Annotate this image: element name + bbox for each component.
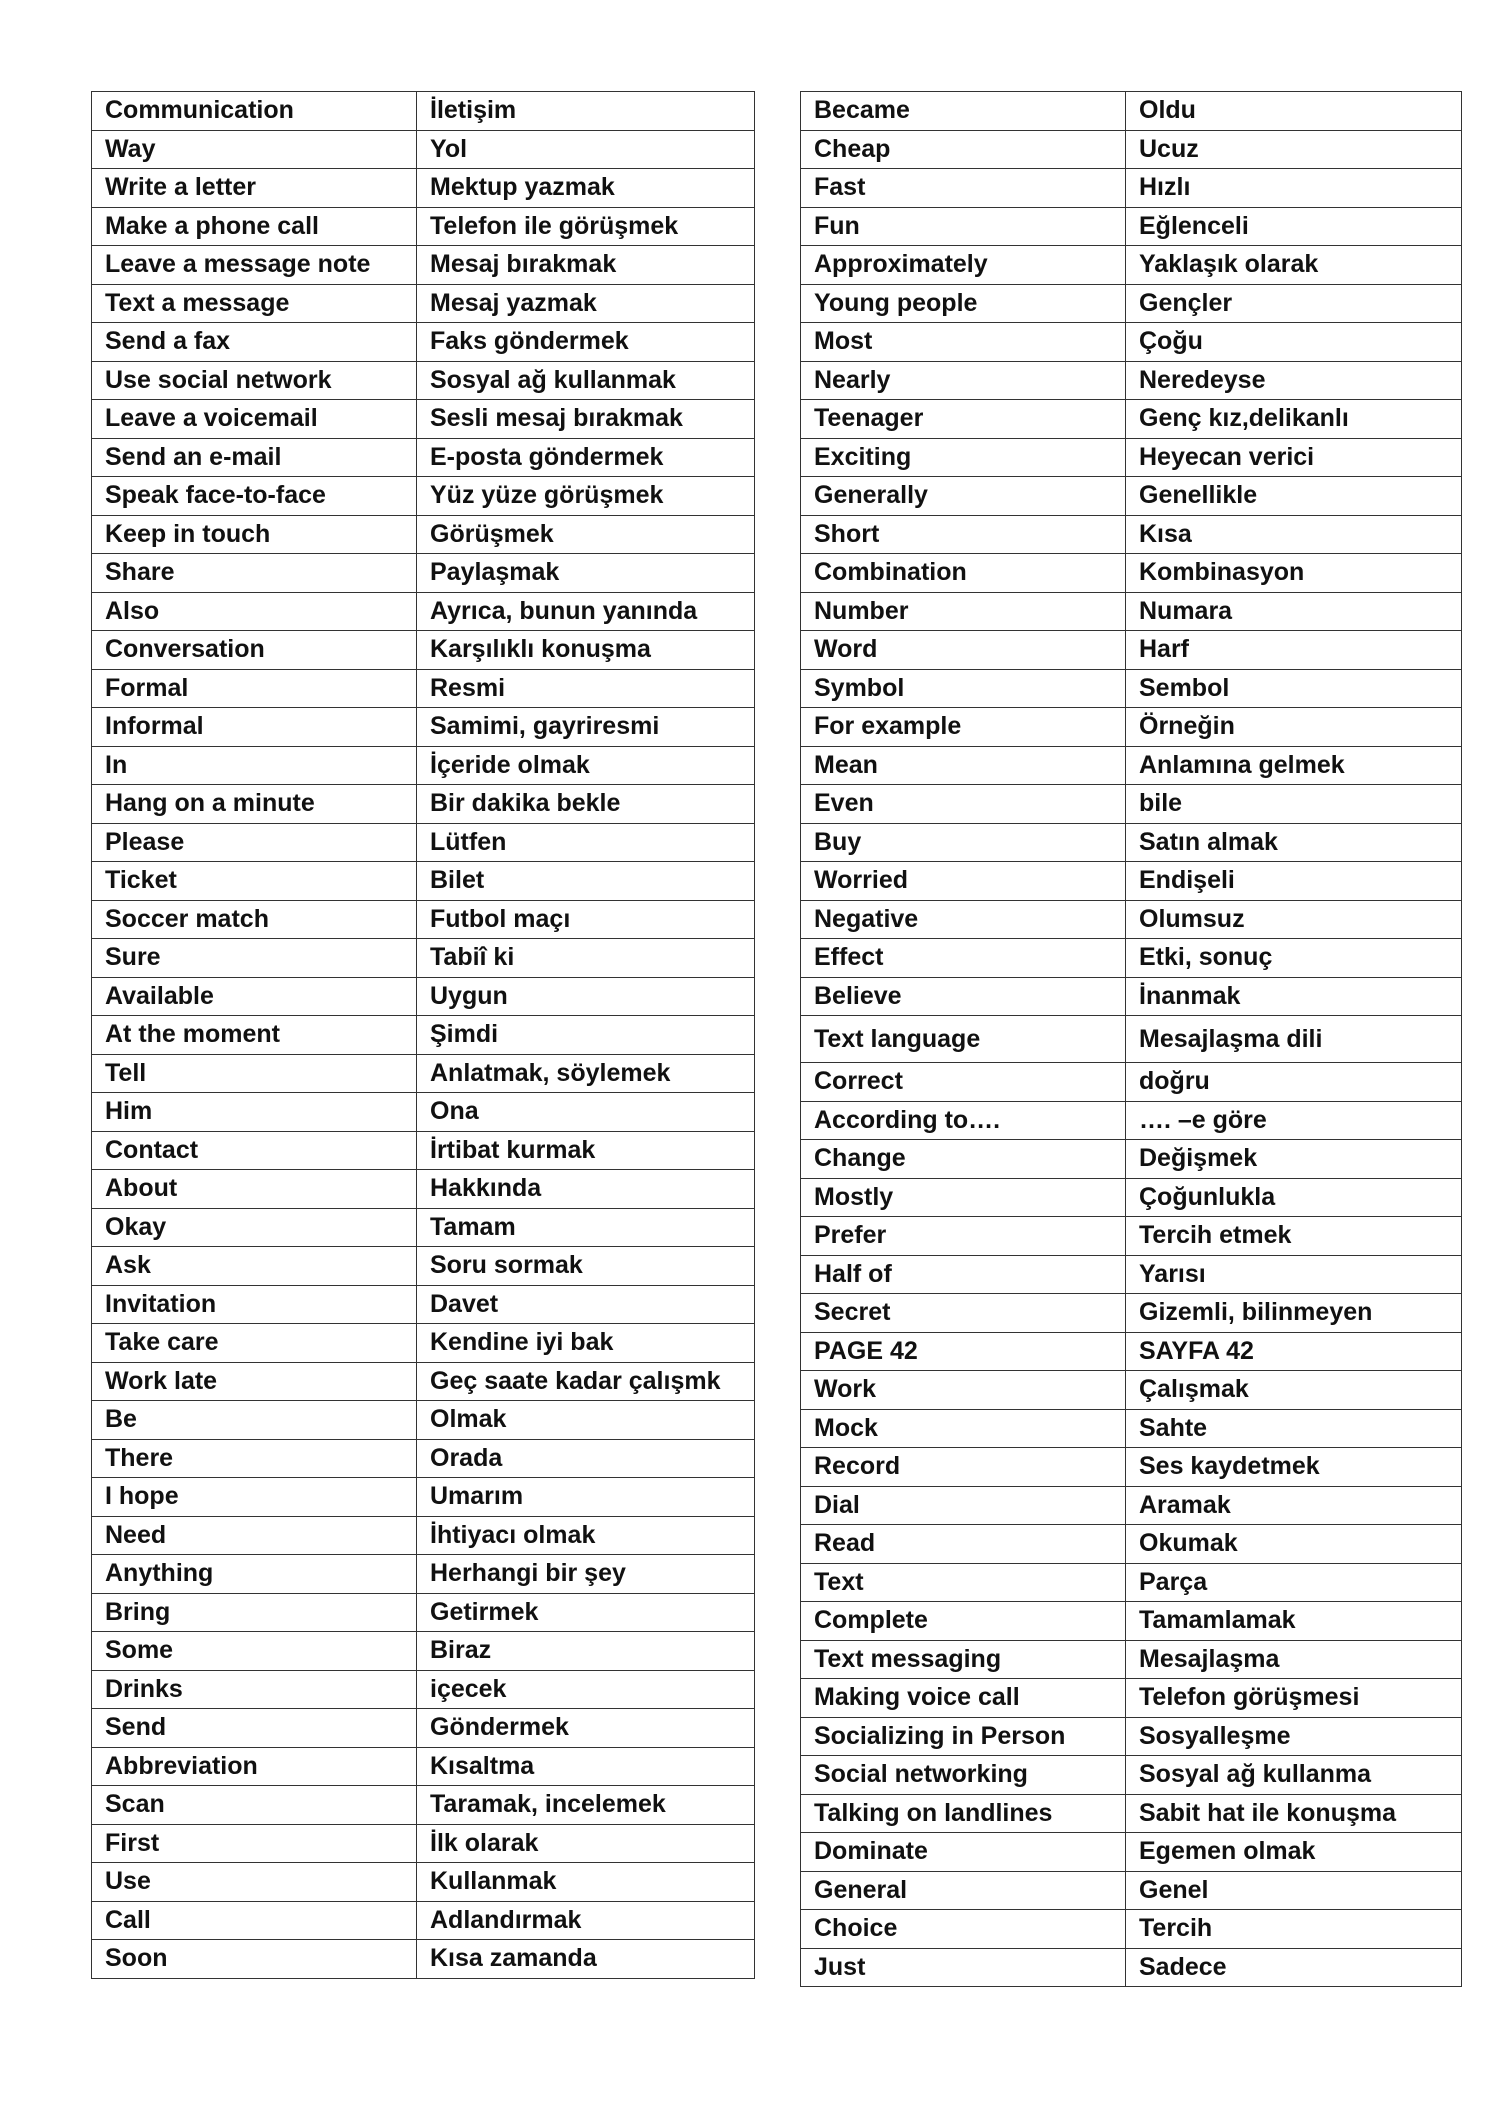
english-term: Tell bbox=[92, 1054, 417, 1093]
turkish-translation: Resmi bbox=[417, 669, 755, 708]
english-term: I hope bbox=[92, 1478, 417, 1517]
english-term: Text language bbox=[801, 1016, 1126, 1063]
table-row bbox=[92, 284, 755, 323]
turkish-translation: Yaklaşık olarak bbox=[1126, 246, 1462, 285]
turkish-translation: Bilet bbox=[417, 862, 755, 901]
turkish-translation: Mesaj bırakmak bbox=[417, 246, 755, 285]
english-term: Social networking bbox=[801, 1756, 1126, 1795]
turkish-translation: Hakkında bbox=[417, 1170, 755, 1209]
table-row bbox=[801, 1140, 1462, 1179]
english-term: Okay bbox=[92, 1208, 417, 1247]
turkish-translation: Herhangi bir şey bbox=[417, 1555, 755, 1594]
table-row bbox=[92, 1593, 755, 1632]
turkish-translation: Davet bbox=[417, 1285, 755, 1324]
table-row bbox=[92, 1747, 755, 1786]
english-term: Use social network bbox=[92, 361, 417, 400]
english-term: Socializing in Person bbox=[801, 1717, 1126, 1756]
english-term: Communication bbox=[92, 92, 417, 131]
table-row bbox=[92, 438, 755, 477]
turkish-translation: Numara bbox=[1126, 592, 1462, 631]
table-row bbox=[801, 284, 1462, 323]
english-term: Worried bbox=[801, 862, 1126, 901]
english-term: Ticket bbox=[92, 862, 417, 901]
turkish-translation: Egemen olmak bbox=[1126, 1833, 1462, 1872]
table-row bbox=[92, 1170, 755, 1209]
table-row bbox=[92, 862, 755, 901]
turkish-translation: Satın almak bbox=[1126, 823, 1462, 862]
turkish-translation: Samimi, gayriresmi bbox=[417, 708, 755, 747]
table-row bbox=[92, 592, 755, 631]
english-term: Be bbox=[92, 1401, 417, 1440]
english-term: Became bbox=[801, 92, 1126, 131]
table-row bbox=[801, 1016, 1462, 1063]
table-row bbox=[92, 1016, 755, 1055]
turkish-translation: Taramak, incelemek bbox=[417, 1786, 755, 1825]
turkish-translation: Ses kaydetmek bbox=[1126, 1448, 1462, 1487]
turkish-translation: Tercih etmek bbox=[1126, 1217, 1462, 1256]
turkish-translation: Karşılıklı konuşma bbox=[417, 631, 755, 670]
turkish-translation: Sabit hat ile konuşma bbox=[1126, 1794, 1462, 1833]
table-row bbox=[801, 1371, 1462, 1410]
table-row bbox=[92, 900, 755, 939]
table-row bbox=[801, 1063, 1462, 1102]
table-row bbox=[92, 323, 755, 362]
english-term: Number bbox=[801, 592, 1126, 631]
english-term: Complete bbox=[801, 1602, 1126, 1641]
turkish-translation: Yol bbox=[417, 130, 755, 169]
turkish-translation: Genç kız,delikanlı bbox=[1126, 400, 1462, 439]
table-row bbox=[801, 92, 1462, 131]
english-term: Some bbox=[92, 1632, 417, 1671]
turkish-translation: Telefon görüşmesi bbox=[1126, 1679, 1462, 1718]
english-term: Change bbox=[801, 1140, 1126, 1179]
table-row bbox=[92, 92, 755, 131]
table-row bbox=[801, 169, 1462, 208]
table-row bbox=[801, 130, 1462, 169]
table-row bbox=[92, 130, 755, 169]
english-term: Generally bbox=[801, 477, 1126, 516]
english-term: Please bbox=[92, 823, 417, 862]
english-term: Most bbox=[801, 323, 1126, 362]
turkish-translation: Mesajlaşma bbox=[1126, 1640, 1462, 1679]
turkish-translation: Yarısı bbox=[1126, 1255, 1462, 1294]
english-term: Cheap bbox=[801, 130, 1126, 169]
turkish-translation: Telefon ile görüşmek bbox=[417, 207, 755, 246]
turkish-translation: …. –e göre bbox=[1126, 1101, 1462, 1140]
turkish-translation: Olmak bbox=[417, 1401, 755, 1440]
english-term: Young people bbox=[801, 284, 1126, 323]
turkish-translation: SAYFA 42 bbox=[1126, 1332, 1462, 1371]
english-term: Symbol bbox=[801, 669, 1126, 708]
table-row bbox=[801, 1948, 1462, 1987]
english-term: Invitation bbox=[92, 1285, 417, 1324]
table-row bbox=[92, 746, 755, 785]
table-row bbox=[801, 1332, 1462, 1371]
turkish-translation: Çoğu bbox=[1126, 323, 1462, 362]
table-row bbox=[801, 207, 1462, 246]
table-row bbox=[92, 785, 755, 824]
turkish-translation: İrtibat kurmak bbox=[417, 1131, 755, 1170]
turkish-translation: Kısa zamanda bbox=[417, 1940, 755, 1979]
english-term: Speak face-to-face bbox=[92, 477, 417, 516]
table-row bbox=[92, 169, 755, 208]
english-term: Soon bbox=[92, 1940, 417, 1979]
table-row bbox=[92, 1131, 755, 1170]
english-term: PAGE 42 bbox=[801, 1332, 1126, 1371]
table-row bbox=[801, 554, 1462, 593]
english-term: Also bbox=[92, 592, 417, 631]
english-term: Conversation bbox=[92, 631, 417, 670]
table-row bbox=[801, 400, 1462, 439]
turkish-translation: Adlandırmak bbox=[417, 1901, 755, 1940]
table-row bbox=[801, 1101, 1462, 1140]
english-term: Formal bbox=[92, 669, 417, 708]
english-term: Way bbox=[92, 130, 417, 169]
english-term: Talking on landlines bbox=[801, 1794, 1126, 1833]
turkish-translation: Sosyalleşme bbox=[1126, 1717, 1462, 1756]
table-row bbox=[92, 977, 755, 1016]
english-term: Need bbox=[92, 1516, 417, 1555]
turkish-translation: Çalışmak bbox=[1126, 1371, 1462, 1410]
english-term: Leave a message note bbox=[92, 246, 417, 285]
turkish-translation: Orada bbox=[417, 1439, 755, 1478]
table-row bbox=[801, 746, 1462, 785]
english-term: Share bbox=[92, 554, 417, 593]
turkish-translation: Bir dakika bekle bbox=[417, 785, 755, 824]
table-row bbox=[92, 246, 755, 285]
table-row bbox=[801, 1486, 1462, 1525]
turkish-translation: doğru bbox=[1126, 1063, 1462, 1102]
turkish-translation: Neredeyse bbox=[1126, 361, 1462, 400]
table-row bbox=[801, 1255, 1462, 1294]
table-row bbox=[92, 1863, 755, 1902]
table-row bbox=[92, 1670, 755, 1709]
table-row bbox=[801, 1717, 1462, 1756]
turkish-translation: Gizemli, bilinmeyen bbox=[1126, 1294, 1462, 1333]
table-row bbox=[801, 592, 1462, 631]
table-row bbox=[92, 669, 755, 708]
english-term: Call bbox=[92, 1901, 417, 1940]
turkish-translation: Uygun bbox=[417, 977, 755, 1016]
turkish-translation: Ucuz bbox=[1126, 130, 1462, 169]
english-term: Write a letter bbox=[92, 169, 417, 208]
turkish-translation: Sembol bbox=[1126, 669, 1462, 708]
english-term: Secret bbox=[801, 1294, 1126, 1333]
turkish-translation: Soru sormak bbox=[417, 1247, 755, 1286]
table-row bbox=[92, 1285, 755, 1324]
table-row bbox=[92, 1478, 755, 1517]
english-term: For example bbox=[801, 708, 1126, 747]
turkish-translation: Anlatmak, söylemek bbox=[417, 1054, 755, 1093]
table-row bbox=[801, 900, 1462, 939]
english-term: Record bbox=[801, 1448, 1126, 1487]
vocabulary-table-left bbox=[91, 91, 755, 1979]
table-row bbox=[92, 361, 755, 400]
english-term: Teenager bbox=[801, 400, 1126, 439]
table-row bbox=[92, 1324, 755, 1363]
table-row bbox=[801, 862, 1462, 901]
table-row bbox=[92, 1555, 755, 1594]
turkish-translation: Umarım bbox=[417, 1478, 755, 1517]
turkish-translation: Görüşmek bbox=[417, 515, 755, 554]
english-term: About bbox=[92, 1170, 417, 1209]
english-term: Believe bbox=[801, 977, 1126, 1016]
english-term: Dial bbox=[801, 1486, 1126, 1525]
english-term: There bbox=[92, 1439, 417, 1478]
english-term: Read bbox=[801, 1525, 1126, 1564]
table-row bbox=[801, 361, 1462, 400]
turkish-translation: Sosyal ağ kullanmak bbox=[417, 361, 755, 400]
english-term: Exciting bbox=[801, 438, 1126, 477]
table-row bbox=[92, 823, 755, 862]
english-term: Work late bbox=[92, 1362, 417, 1401]
english-term: Fast bbox=[801, 169, 1126, 208]
turkish-translation: Sahte bbox=[1126, 1409, 1462, 1448]
english-term: According to…. bbox=[801, 1101, 1126, 1140]
english-term: Send an e-mail bbox=[92, 438, 417, 477]
english-term: Negative bbox=[801, 900, 1126, 939]
turkish-translation: Kendine iyi bak bbox=[417, 1324, 755, 1363]
table-row bbox=[801, 515, 1462, 554]
table-row bbox=[801, 785, 1462, 824]
table-row bbox=[801, 708, 1462, 747]
table-row bbox=[801, 438, 1462, 477]
turkish-translation: Futbol maçı bbox=[417, 900, 755, 939]
english-term: Available bbox=[92, 977, 417, 1016]
table-row bbox=[801, 477, 1462, 516]
table-row bbox=[92, 1824, 755, 1863]
english-term: Bring bbox=[92, 1593, 417, 1632]
table-row bbox=[92, 939, 755, 978]
table-row bbox=[92, 1362, 755, 1401]
table-row bbox=[92, 631, 755, 670]
turkish-translation: Değişmek bbox=[1126, 1140, 1462, 1179]
table-row bbox=[801, 1217, 1462, 1256]
english-term: Buy bbox=[801, 823, 1126, 862]
english-term: Take care bbox=[92, 1324, 417, 1363]
english-term: Send bbox=[92, 1709, 417, 1748]
turkish-translation: E-posta göndermek bbox=[417, 438, 755, 477]
table-row bbox=[92, 400, 755, 439]
english-term: Mean bbox=[801, 746, 1126, 785]
english-term: Abbreviation bbox=[92, 1747, 417, 1786]
table-row bbox=[801, 1563, 1462, 1602]
table-row bbox=[801, 823, 1462, 862]
turkish-translation: Ona bbox=[417, 1093, 755, 1132]
turkish-translation: Yüz yüze görüşmek bbox=[417, 477, 755, 516]
english-term: Text messaging bbox=[801, 1640, 1126, 1679]
turkish-translation: Genel bbox=[1126, 1871, 1462, 1910]
turkish-translation: Etki, sonuç bbox=[1126, 939, 1462, 978]
turkish-translation: Kısaltma bbox=[417, 1747, 755, 1786]
english-term: General bbox=[801, 1871, 1126, 1910]
table-row bbox=[92, 1901, 755, 1940]
english-term: Word bbox=[801, 631, 1126, 670]
turkish-translation: İletişim bbox=[417, 92, 755, 131]
table-row bbox=[92, 1632, 755, 1671]
english-term: Correct bbox=[801, 1063, 1126, 1102]
turkish-translation: Endişeli bbox=[1126, 862, 1462, 901]
english-term: Even bbox=[801, 785, 1126, 824]
english-term: Send a fax bbox=[92, 323, 417, 362]
turkish-translation: Getirmek bbox=[417, 1593, 755, 1632]
english-term: Make a phone call bbox=[92, 207, 417, 246]
table-row bbox=[801, 1448, 1462, 1487]
english-term: Prefer bbox=[801, 1217, 1126, 1256]
turkish-translation: Hızlı bbox=[1126, 169, 1462, 208]
turkish-translation: Olumsuz bbox=[1126, 900, 1462, 939]
turkish-translation: İnanmak bbox=[1126, 977, 1462, 1016]
table-row bbox=[92, 1516, 755, 1555]
turkish-translation: Şimdi bbox=[417, 1016, 755, 1055]
turkish-translation: Sesli mesaj bırakmak bbox=[417, 400, 755, 439]
table-row bbox=[801, 1294, 1462, 1333]
table-row bbox=[92, 207, 755, 246]
table-row bbox=[92, 1208, 755, 1247]
english-term: Mostly bbox=[801, 1178, 1126, 1217]
english-term: Anything bbox=[92, 1555, 417, 1594]
turkish-translation: Oldu bbox=[1126, 92, 1462, 131]
english-term: Leave a voicemail bbox=[92, 400, 417, 439]
turkish-translation: Tamam bbox=[417, 1208, 755, 1247]
turkish-translation: Harf bbox=[1126, 631, 1462, 670]
table-row bbox=[92, 1401, 755, 1440]
english-term: Making voice call bbox=[801, 1679, 1126, 1718]
english-term: Use bbox=[92, 1863, 417, 1902]
turkish-translation: Geç saate kadar çalışmk bbox=[417, 1362, 755, 1401]
english-term: Informal bbox=[92, 708, 417, 747]
turkish-translation: Göndermek bbox=[417, 1709, 755, 1748]
turkish-translation: Kısa bbox=[1126, 515, 1462, 554]
turkish-translation: Tamamlamak bbox=[1126, 1602, 1462, 1641]
table-row bbox=[92, 1940, 755, 1979]
table-row bbox=[801, 1640, 1462, 1679]
table-row bbox=[801, 1178, 1462, 1217]
english-term: Fun bbox=[801, 207, 1126, 246]
table-row bbox=[92, 1247, 755, 1286]
table-row bbox=[801, 1602, 1462, 1641]
table-row bbox=[801, 669, 1462, 708]
english-term: Nearly bbox=[801, 361, 1126, 400]
turkish-translation: İhtiyacı olmak bbox=[417, 1516, 755, 1555]
english-term: Effect bbox=[801, 939, 1126, 978]
turkish-translation: Genellikle bbox=[1126, 477, 1462, 516]
english-term: Choice bbox=[801, 1910, 1126, 1949]
turkish-translation: Parça bbox=[1126, 1563, 1462, 1602]
turkish-translation: bile bbox=[1126, 785, 1462, 824]
english-term: Work bbox=[801, 1371, 1126, 1410]
turkish-translation: içecek bbox=[417, 1670, 755, 1709]
english-term: Half of bbox=[801, 1255, 1126, 1294]
table-row bbox=[801, 1871, 1462, 1910]
table-row bbox=[801, 323, 1462, 362]
turkish-translation: Sosyal ağ kullanma bbox=[1126, 1756, 1462, 1795]
table-row bbox=[92, 708, 755, 747]
turkish-translation: Mesaj yazmak bbox=[417, 284, 755, 323]
english-term: Just bbox=[801, 1948, 1126, 1987]
table-row bbox=[92, 1054, 755, 1093]
table-row bbox=[92, 1786, 755, 1825]
english-term: Contact bbox=[92, 1131, 417, 1170]
table-row bbox=[801, 631, 1462, 670]
english-term: Ask bbox=[92, 1247, 417, 1286]
table-row bbox=[801, 939, 1462, 978]
turkish-translation: Faks göndermek bbox=[417, 323, 755, 362]
turkish-translation: Biraz bbox=[417, 1632, 755, 1671]
english-term: Dominate bbox=[801, 1833, 1126, 1872]
table-row bbox=[92, 515, 755, 554]
table-row bbox=[801, 1756, 1462, 1795]
turkish-translation: Tercih bbox=[1126, 1910, 1462, 1949]
table-row bbox=[92, 1093, 755, 1132]
english-term: Text a message bbox=[92, 284, 417, 323]
english-term: In bbox=[92, 746, 417, 785]
english-term: Scan bbox=[92, 1786, 417, 1825]
english-term: Soccer match bbox=[92, 900, 417, 939]
table-row bbox=[801, 977, 1462, 1016]
english-term: Sure bbox=[92, 939, 417, 978]
table-row bbox=[801, 1525, 1462, 1564]
turkish-translation: Ayrıca, bunun yanında bbox=[417, 592, 755, 631]
table-row bbox=[801, 1679, 1462, 1718]
english-term: Combination bbox=[801, 554, 1126, 593]
table-row bbox=[92, 1439, 755, 1478]
english-term: Keep in touch bbox=[92, 515, 417, 554]
table-row bbox=[801, 246, 1462, 285]
english-term: Hang on a minute bbox=[92, 785, 417, 824]
turkish-translation: Tabiî ki bbox=[417, 939, 755, 978]
turkish-translation: Mektup yazmak bbox=[417, 169, 755, 208]
turkish-translation: Gençler bbox=[1126, 284, 1462, 323]
turkish-translation: Mesajlaşma dili bbox=[1126, 1016, 1462, 1063]
turkish-translation: Anlamına gelmek bbox=[1126, 746, 1462, 785]
turkish-translation: Örneğin bbox=[1126, 708, 1462, 747]
english-term: At the moment bbox=[92, 1016, 417, 1055]
english-term: Text bbox=[801, 1563, 1126, 1602]
english-term: Drinks bbox=[92, 1670, 417, 1709]
turkish-translation: Okumak bbox=[1126, 1525, 1462, 1564]
turkish-translation: Lütfen bbox=[417, 823, 755, 862]
english-term: First bbox=[92, 1824, 417, 1863]
turkish-translation: Çoğunlukla bbox=[1126, 1178, 1462, 1217]
english-term: Short bbox=[801, 515, 1126, 554]
turkish-translation: İçeride olmak bbox=[417, 746, 755, 785]
turkish-translation: Eğlenceli bbox=[1126, 207, 1462, 246]
turkish-translation: Paylaşmak bbox=[417, 554, 755, 593]
turkish-translation: İlk olarak bbox=[417, 1824, 755, 1863]
turkish-translation: Kullanmak bbox=[417, 1863, 755, 1902]
table-row bbox=[801, 1794, 1462, 1833]
english-term: Him bbox=[92, 1093, 417, 1132]
english-term: Mock bbox=[801, 1409, 1126, 1448]
english-term: Approximately bbox=[801, 246, 1126, 285]
table-row bbox=[801, 1409, 1462, 1448]
table-row bbox=[92, 477, 755, 516]
table-row bbox=[801, 1910, 1462, 1949]
table-row bbox=[92, 554, 755, 593]
turkish-translation: Kombinasyon bbox=[1126, 554, 1462, 593]
turkish-translation: Aramak bbox=[1126, 1486, 1462, 1525]
table-row bbox=[92, 1709, 755, 1748]
vocabulary-table-right bbox=[800, 91, 1462, 1987]
turkish-translation: Heyecan verici bbox=[1126, 438, 1462, 477]
turkish-translation: Sadece bbox=[1126, 1948, 1462, 1987]
table-row bbox=[801, 1833, 1462, 1872]
